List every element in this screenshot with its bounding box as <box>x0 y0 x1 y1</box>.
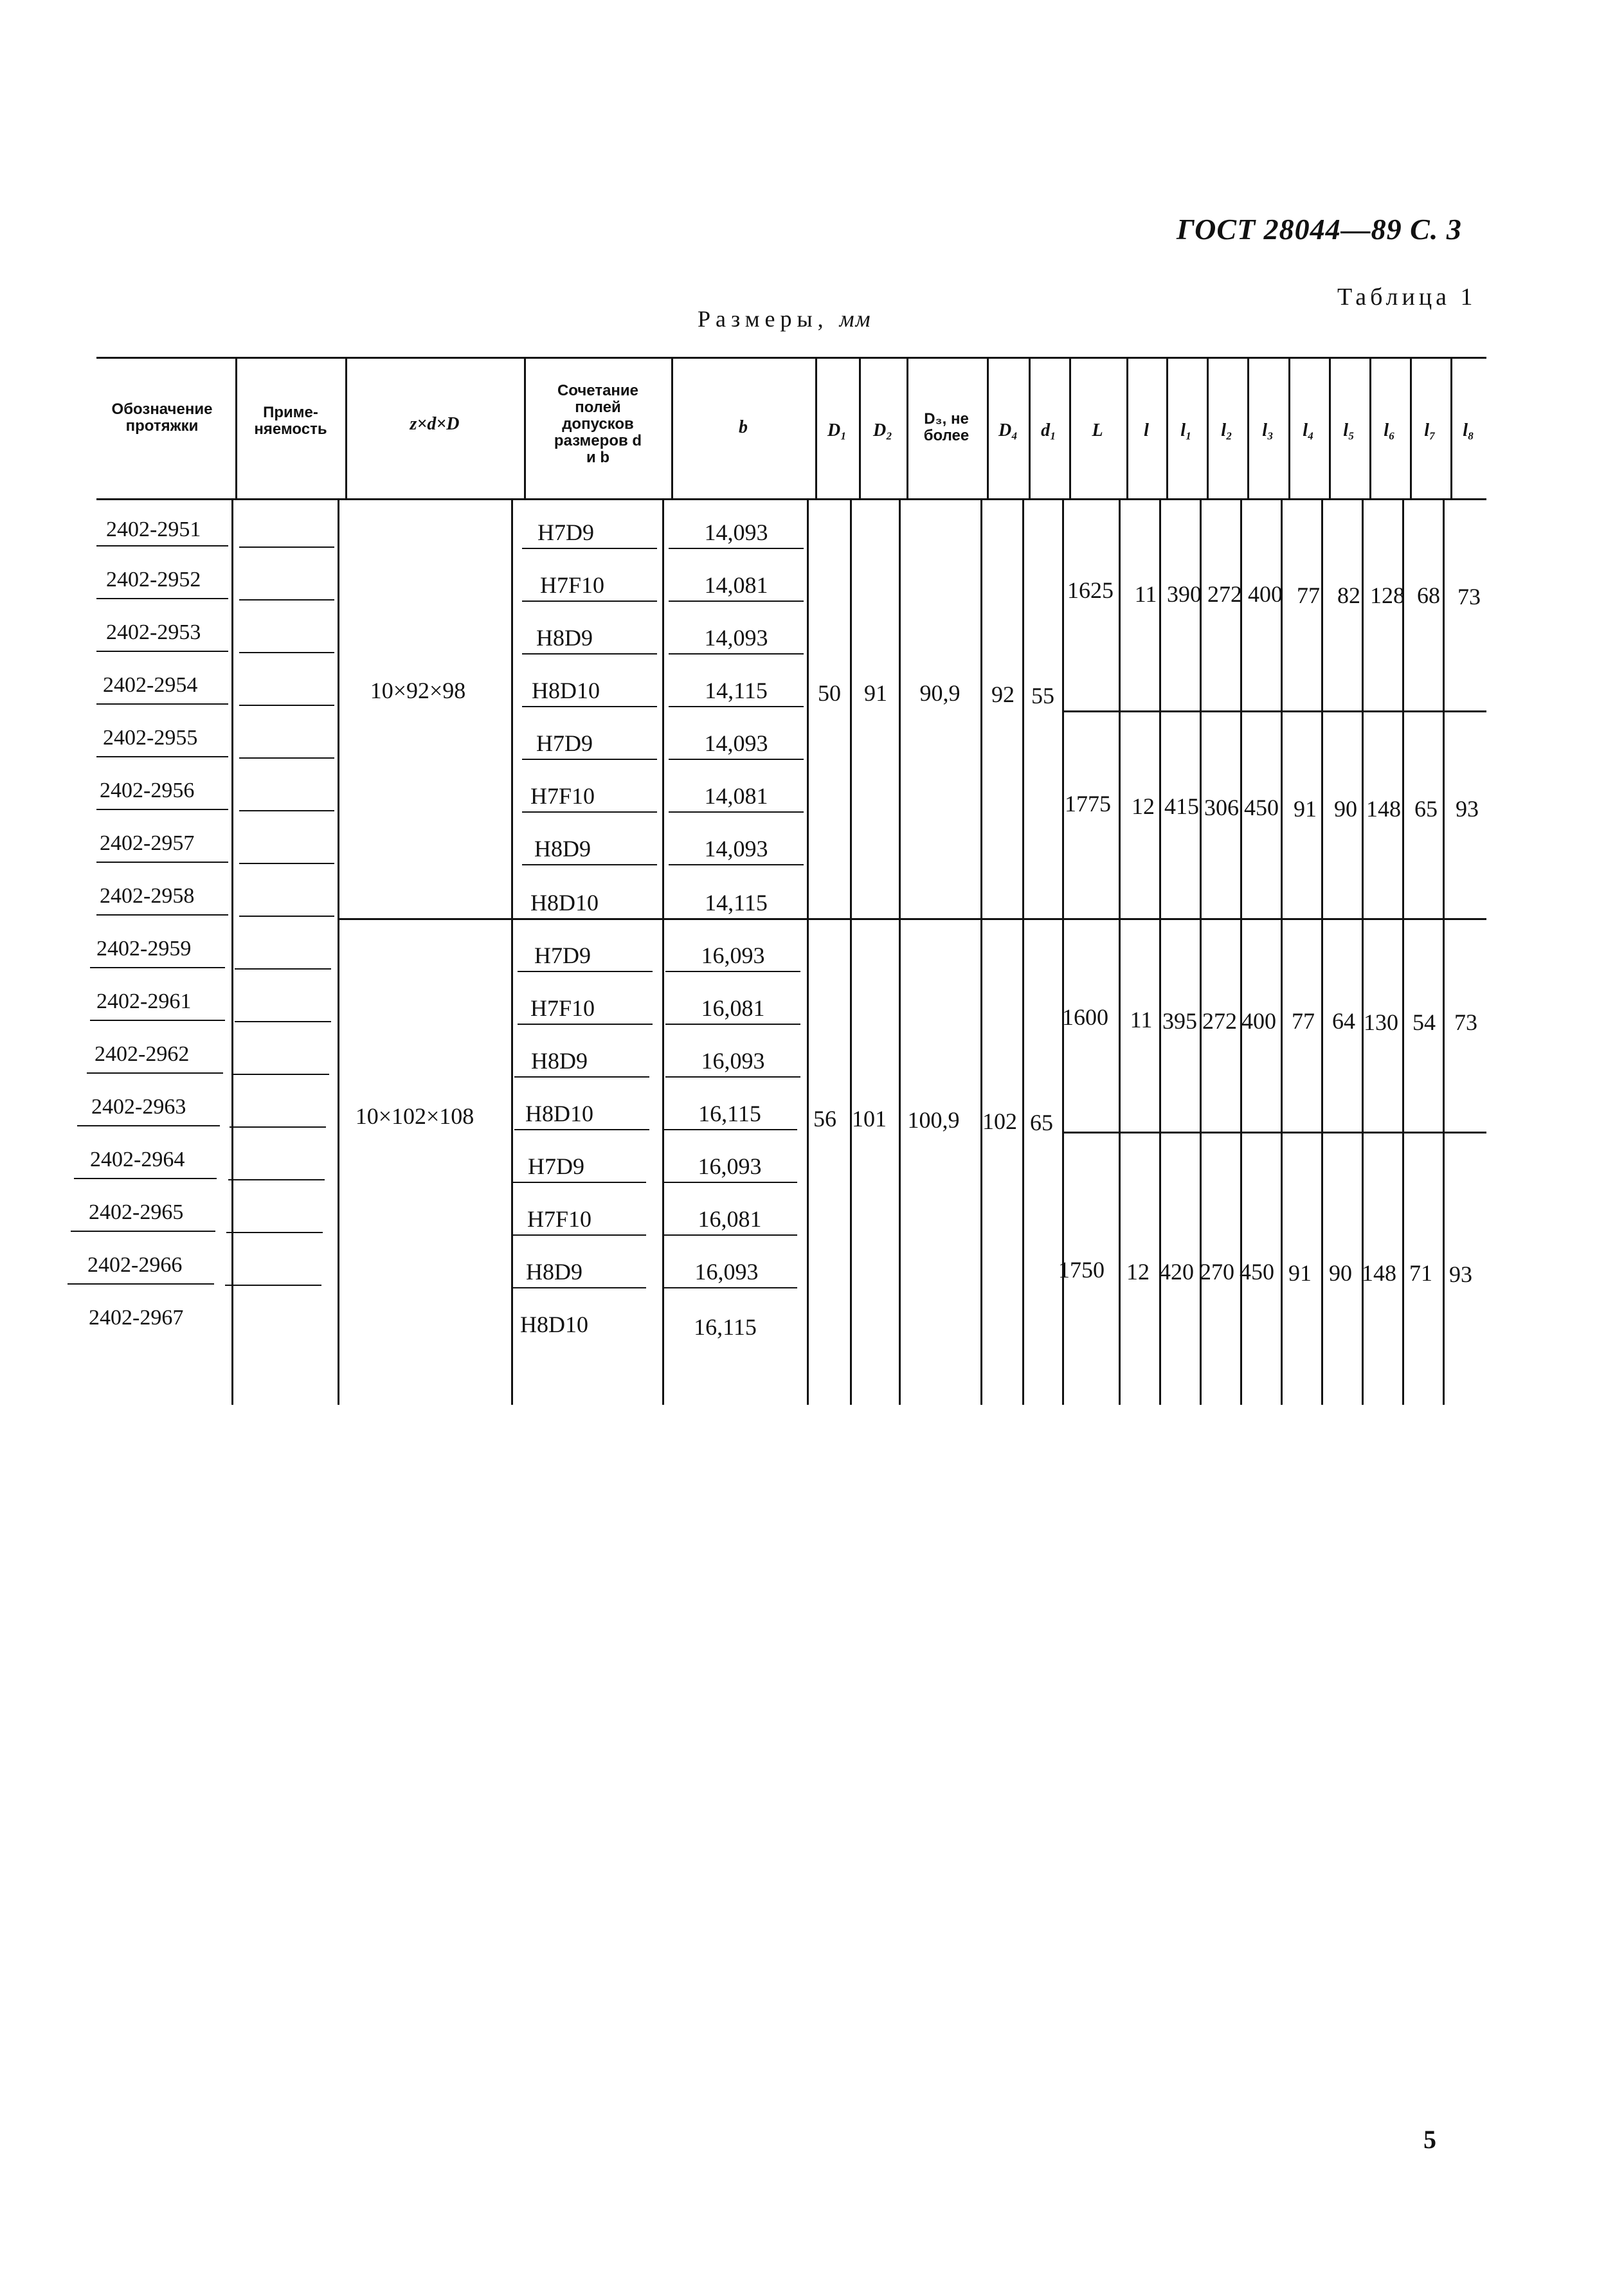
body-sep <box>1402 498 1404 1405</box>
body-sep <box>980 498 982 1405</box>
row-code: 2402-2962 <box>95 1042 190 1066</box>
hdr-sep <box>1207 357 1209 498</box>
applicability-blank <box>239 546 334 548</box>
hdr-sep <box>235 357 237 498</box>
row-b: 16,081 <box>701 995 765 1021</box>
applicability-blank <box>239 757 334 759</box>
hdr-sep <box>907 357 908 498</box>
col-zdD: z×d×D <box>410 414 460 434</box>
sub-L: 1750 <box>1058 1257 1105 1283</box>
hdr-sep <box>987 357 989 498</box>
subgroup-divider <box>1062 710 1486 712</box>
row-code: 2402-2967 <box>89 1306 184 1330</box>
row-b: 16,115 <box>694 1314 757 1340</box>
hdr-sep <box>671 357 673 498</box>
sub-l2: 272 <box>1207 581 1242 607</box>
sub-l: 12 <box>1126 1259 1150 1285</box>
col-l8: l₈ <box>1463 420 1474 440</box>
col-D3: D₃, не более <box>923 410 970 444</box>
row-code: 2402-2954 <box>103 673 198 697</box>
tol-underline <box>518 971 653 972</box>
body-sep <box>1321 498 1323 1405</box>
row-code: 2402-2965 <box>89 1200 184 1224</box>
sub-l6: 128 <box>1370 583 1405 608</box>
group-D4: 102 <box>982 1108 1017 1134</box>
hdr-sep <box>815 357 817 498</box>
col-D4: D₄ <box>998 420 1018 440</box>
hdr-sep <box>1069 357 1071 498</box>
body-sep <box>1022 498 1024 1405</box>
col-l6: l₆ <box>1384 420 1395 440</box>
code-underline <box>96 545 228 546</box>
row-tolerance: H8D10 <box>520 1312 588 1337</box>
sub-l1: 395 <box>1162 1008 1197 1034</box>
applicability-blank <box>239 810 334 811</box>
body-sep <box>899 498 901 1405</box>
sub-l8: 93 <box>1449 1261 1472 1287</box>
sub-l6: 148 <box>1366 796 1401 822</box>
sub-l1: 420 <box>1159 1259 1194 1285</box>
b-underline <box>662 1129 797 1130</box>
tol-underline <box>518 1024 653 1025</box>
row-tolerance: H8D9 <box>536 625 593 651</box>
group-D4: 92 <box>991 682 1015 707</box>
tol-underline <box>522 653 657 655</box>
b-underline <box>669 601 804 602</box>
applicability-blank <box>228 1179 325 1180</box>
code-underline <box>96 703 228 705</box>
sub-l8: 93 <box>1456 796 1479 822</box>
b-underline <box>662 1287 797 1288</box>
b-underline <box>665 971 800 972</box>
sub-l5: 90 <box>1334 796 1357 822</box>
applicability-blank <box>230 1126 326 1128</box>
b-underline <box>662 1182 797 1183</box>
group-D1: 56 <box>813 1106 836 1132</box>
tol-underline <box>522 811 657 813</box>
row-tolerance: H7F10 <box>530 995 595 1021</box>
page-number: 5 <box>1423 2125 1436 2154</box>
sub-l: 12 <box>1132 793 1155 819</box>
col-l: l <box>1144 420 1149 440</box>
hdr-sep <box>1410 357 1412 498</box>
sub-l8: 73 <box>1454 1009 1477 1035</box>
code-underline <box>77 1125 220 1126</box>
col-applicability: Приме-няемость <box>254 404 327 438</box>
hdr-sep <box>1288 357 1290 498</box>
b-underline <box>669 548 804 549</box>
hdr-sep <box>1029 357 1031 498</box>
body-sep <box>1443 498 1445 1405</box>
col-L: L <box>1092 420 1103 440</box>
sub-L: 1775 <box>1065 791 1111 817</box>
code-underline <box>74 1178 217 1179</box>
row-b: 16,093 <box>694 1259 759 1285</box>
code-underline <box>71 1231 215 1232</box>
b-underline <box>669 811 804 813</box>
row-tolerance: H7D9 <box>528 1153 584 1179</box>
sub-l7: 68 <box>1417 583 1440 608</box>
applicability-blank <box>239 863 334 864</box>
sub-l4: 77 <box>1292 1008 1315 1034</box>
row-tolerance: H7D9 <box>537 519 594 545</box>
row-tolerance: H8D10 <box>525 1101 593 1126</box>
sub-L: 1625 <box>1067 577 1114 603</box>
row-code: 2402-2964 <box>90 1148 185 1171</box>
body-sep <box>511 498 513 1405</box>
b-underline <box>669 653 804 655</box>
row-b: 14,093 <box>704 625 768 651</box>
sub-l5: 82 <box>1337 583 1360 608</box>
tol-underline <box>511 1234 646 1236</box>
row-tolerance: H8D10 <box>532 678 600 703</box>
sizes-caption <box>698 305 872 332</box>
group-divider <box>338 918 1486 920</box>
hdr-sep <box>1329 357 1331 498</box>
table-top-rule <box>96 357 1486 359</box>
row-b: 14,093 <box>704 836 768 862</box>
body-sep <box>807 498 809 1405</box>
applicability-blank <box>235 968 331 970</box>
row-b: 14,093 <box>704 730 768 756</box>
document-reference: ГОСТ 28044—89 С. 3 <box>1177 213 1462 246</box>
group-d1: 55 <box>1031 683 1054 709</box>
col-l3: l₃ <box>1262 420 1274 440</box>
col-b: b <box>739 417 748 437</box>
row-b: 14,115 <box>705 890 768 916</box>
row-code: 2402-2951 <box>106 518 201 541</box>
b-underline <box>669 864 804 865</box>
row-tolerance: H7D9 <box>536 730 593 756</box>
code-underline <box>96 809 228 810</box>
sub-l6: 148 <box>1362 1260 1396 1286</box>
hdr-sep <box>524 357 526 498</box>
sub-l3: 400 <box>1248 581 1283 607</box>
sub-l2: 272 <box>1202 1008 1237 1034</box>
sub-L: 1600 <box>1062 1004 1108 1030</box>
code-underline <box>68 1283 214 1285</box>
sub-l2: 270 <box>1200 1259 1234 1285</box>
tol-underline <box>511 1182 646 1183</box>
row-b: 14,093 <box>704 519 768 545</box>
row-tolerance: H8D9 <box>534 836 591 862</box>
group-D2: 91 <box>864 680 887 706</box>
row-code: 2402-2958 <box>100 884 195 908</box>
sub-l4: 91 <box>1288 1260 1312 1286</box>
row-code: 2402-2952 <box>106 568 201 592</box>
row-code: 2402-2957 <box>100 831 195 855</box>
col-tolerance: Сочетание полей допусков размеров d и b <box>554 382 642 466</box>
row-b: 14,081 <box>704 783 768 809</box>
hdr-sep <box>859 357 861 498</box>
sub-l3: 450 <box>1244 795 1279 820</box>
applicability-blank <box>225 1285 321 1286</box>
sub-l: 11 <box>1134 581 1157 607</box>
sizes-unit: мм <box>839 306 872 332</box>
group-D3: 100,9 <box>907 1107 960 1133</box>
col-l5: l₅ <box>1343 420 1355 440</box>
b-underline <box>662 1234 797 1236</box>
row-b: 16,093 <box>701 943 765 968</box>
sub-l4: 91 <box>1294 796 1317 822</box>
code-underline <box>90 967 225 968</box>
hdr-sep <box>345 357 347 498</box>
code-underline <box>96 756 228 757</box>
row-code: 2402-2956 <box>100 779 195 802</box>
tol-underline <box>522 759 657 760</box>
row-tolerance: H8D9 <box>531 1048 588 1074</box>
sub-l3: 450 <box>1240 1259 1274 1285</box>
sizes-label: Размеры, <box>698 306 829 332</box>
sub-l8: 73 <box>1457 584 1481 610</box>
row-code: 2402-2959 <box>96 937 192 961</box>
sub-l: 11 <box>1130 1007 1153 1033</box>
sub-l4: 77 <box>1297 583 1320 608</box>
b-underline <box>665 1076 800 1078</box>
tol-underline <box>522 601 657 602</box>
col-D1: D₁ <box>827 420 847 440</box>
sub-l7: 71 <box>1409 1260 1432 1286</box>
row-code: 2402-2961 <box>96 989 192 1013</box>
col-D2: D₂ <box>873 420 892 440</box>
row-b: 16,093 <box>698 1153 762 1179</box>
applicability-blank <box>239 916 334 917</box>
row-tolerance: H7F10 <box>527 1206 592 1232</box>
row-tolerance: H7F10 <box>530 783 595 809</box>
code-underline <box>96 862 228 863</box>
group-d1: 65 <box>1030 1110 1053 1135</box>
tol-underline <box>522 864 657 865</box>
row-code: 2402-2963 <box>91 1095 186 1119</box>
hdr-sep <box>1166 357 1168 498</box>
tol-underline <box>522 706 657 707</box>
body-sep <box>1119 498 1121 1405</box>
tol-underline <box>514 1076 649 1078</box>
group-D1: 50 <box>818 680 841 706</box>
applicability-blank <box>235 1021 331 1022</box>
hdr-sep <box>1450 357 1452 498</box>
header-bottom-rule <box>96 498 1486 500</box>
body-sep <box>338 498 339 1405</box>
body-sep <box>1281 498 1283 1405</box>
body-sep <box>662 498 664 1405</box>
b-underline <box>669 759 804 760</box>
applicability-blank <box>239 652 334 653</box>
table-label: Таблица 1 <box>1337 284 1477 311</box>
tol-underline <box>514 1129 649 1130</box>
sub-l5: 90 <box>1329 1260 1352 1286</box>
row-code: 2402-2955 <box>103 726 198 750</box>
group-zdD: 10×102×108 <box>355 1103 474 1129</box>
row-tolerance: H7F10 <box>539 572 605 598</box>
tol-underline <box>522 548 657 549</box>
applicability-blank <box>239 705 334 706</box>
sub-l7: 65 <box>1414 796 1438 822</box>
body-sep <box>231 498 233 1405</box>
hdr-sep <box>1369 357 1371 498</box>
subgroup-divider <box>1062 1132 1486 1133</box>
sub-l5: 64 <box>1332 1008 1355 1034</box>
sub-l2: 306 <box>1204 795 1239 820</box>
row-b: 14,081 <box>704 572 768 598</box>
col-l7: l₇ <box>1424 420 1436 440</box>
group-D2: 101 <box>852 1106 887 1132</box>
col-l4: l₄ <box>1303 420 1314 440</box>
sub-l3: 400 <box>1241 1008 1276 1034</box>
row-code: 2402-2966 <box>87 1253 183 1277</box>
code-underline <box>96 914 228 916</box>
applicability-blank <box>226 1232 323 1233</box>
sub-l6: 130 <box>1364 1009 1398 1035</box>
row-tolerance: H8D10 <box>530 890 599 916</box>
b-underline <box>665 1024 800 1025</box>
row-b: 16,081 <box>698 1206 762 1232</box>
col-l1: l₁ <box>1180 420 1192 440</box>
sub-l1: 415 <box>1164 793 1199 819</box>
body-sep <box>850 498 852 1405</box>
sub-l1: 390 <box>1167 581 1202 607</box>
applicability-blank <box>239 599 334 601</box>
code-underline <box>87 1072 223 1074</box>
code-underline <box>96 598 228 599</box>
col-d1: d₁ <box>1041 420 1056 440</box>
row-code: 2402-2953 <box>106 620 201 644</box>
sub-l7: 54 <box>1412 1009 1436 1035</box>
applicability-blank <box>233 1074 329 1075</box>
row-tolerance: H8D9 <box>526 1259 582 1285</box>
row-tolerance: H7D9 <box>534 943 591 968</box>
row-b: 16,115 <box>698 1101 761 1126</box>
col-designation: Обозначение протяжки <box>111 401 213 435</box>
group-D3: 90,9 <box>919 680 961 706</box>
code-underline <box>90 1020 225 1021</box>
row-b: 16,093 <box>701 1048 765 1074</box>
tol-underline <box>511 1287 646 1288</box>
col-l2: l₂ <box>1221 420 1232 440</box>
hdr-sep <box>1247 357 1249 498</box>
code-underline <box>96 651 228 652</box>
group-zdD: 10×92×98 <box>370 678 466 703</box>
b-underline <box>669 706 804 707</box>
row-b: 14,115 <box>705 678 768 703</box>
hdr-sep <box>1126 357 1128 498</box>
